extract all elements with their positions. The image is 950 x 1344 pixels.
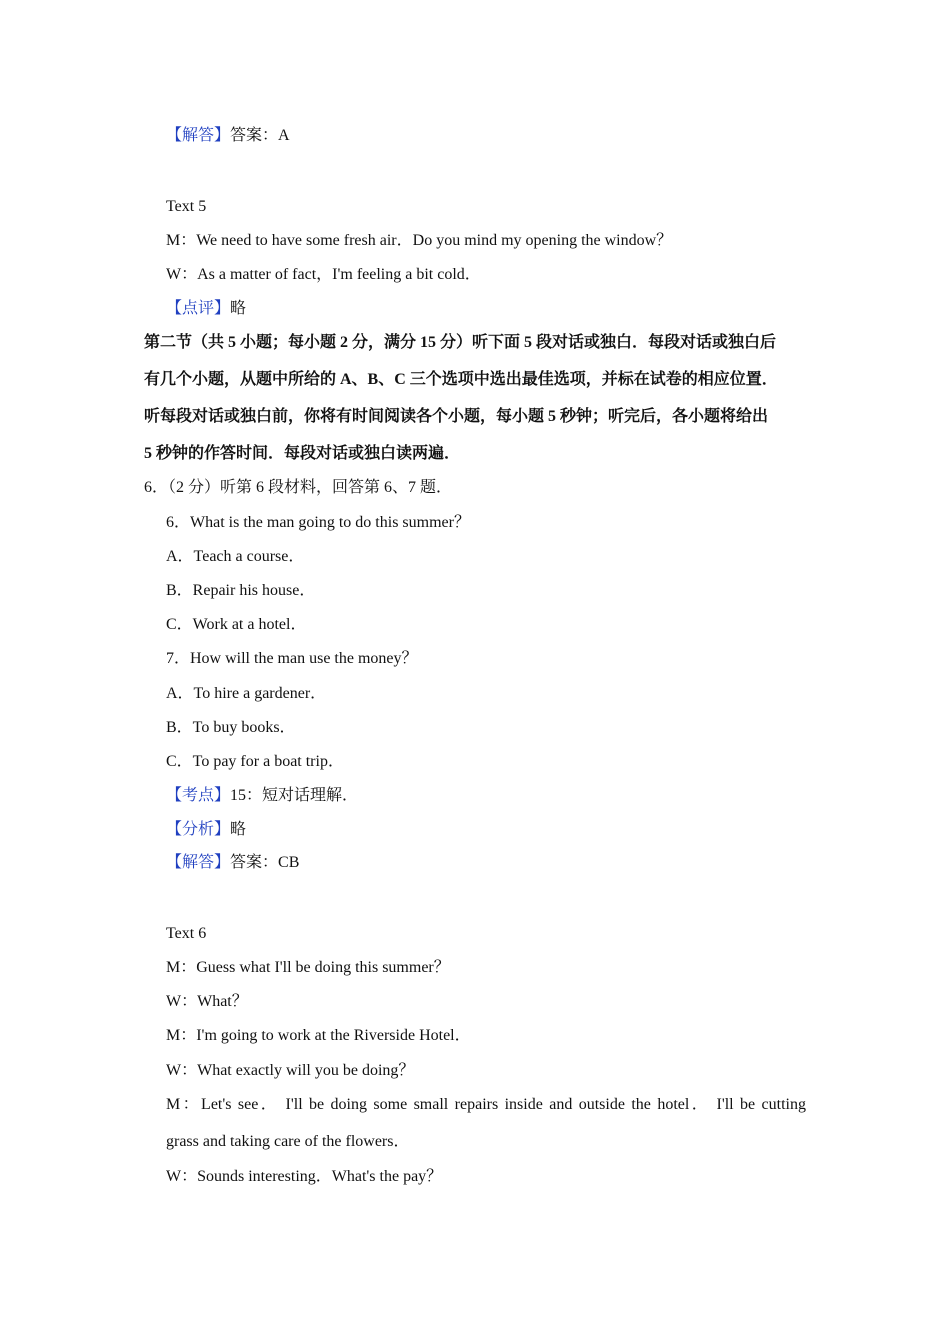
comment-line	[166, 299, 246, 319]
dialogue-line: W：What？	[166, 993, 248, 1010]
text-label: Text 5	[166, 198, 207, 215]
section-instructions: 5 秒钟的作答时间．每段对话或独白读两遍．	[144, 445, 461, 462]
comment-tag: 【点评】	[166, 300, 231, 317]
answer-text: 答案：A	[230, 127, 290, 144]
question-text: 7．How will the man use the money？	[166, 650, 418, 667]
dialogue-line: M：Guess what I'll be doing this summer？	[166, 959, 450, 976]
section-instructions: 有几个小题，从题中所给的 A、B、C 三个选项中选出最佳选项，并标在试卷的相应位置．	[144, 371, 778, 388]
section-instructions: 第二节（共 5 小题；每小题 2 分，满分 15 分）听下面 5 段对话或独白．每段对话或独白后	[144, 334, 777, 351]
text-label: Text 6	[166, 925, 207, 942]
point-text: 15：短对话理解．	[230, 787, 359, 804]
option-item: C．Work at a hotel．	[166, 616, 307, 633]
dialogue-line: W：Sounds interesting．What's the pay？	[166, 1168, 443, 1185]
option-item: C．To pay for a boat trip．	[166, 753, 344, 770]
dialogue-line: M：We need to have some fresh air．Do you mind my opening the window？	[166, 232, 673, 249]
option-item: B．Repair his house．	[166, 582, 316, 599]
answer-tag: 【解答】	[166, 127, 231, 144]
point-tag: 【考点】	[166, 787, 231, 804]
answer-tag: 【解答】	[166, 854, 231, 871]
answer-line	[166, 126, 290, 146]
dialogue-line: W：As a matter of fact，I'm feeling a bit cold．	[166, 266, 481, 283]
question-text: 6．What is the man going to do this summer？	[166, 514, 470, 531]
comment-text: 略	[230, 300, 247, 317]
dialogue-line: M：Let's see． I'll be doing some small repairs inside and outside the hotel． I'll be cutting	[166, 1096, 806, 1113]
option-item: A．Teach a course．	[166, 548, 305, 565]
analysis-text: 略	[230, 821, 247, 838]
dialogue-line: M：I'm going to work at the Riverside Hotel．	[166, 1027, 471, 1044]
answer-line	[166, 853, 299, 873]
option-item: B．To buy books．	[166, 719, 296, 736]
analysis-tag: 【分析】	[166, 821, 231, 838]
dialogue-line: W：What exactly will you be doing？	[166, 1062, 415, 1079]
dialogue-line-continued: grass and taking care of the flowers．	[166, 1133, 410, 1150]
option-item: A．To hire a gardener．	[166, 685, 327, 702]
question-header: 6．（2 分）听第 6 段材料，回答第 6、7 题．	[144, 479, 453, 496]
answer-text: 答案：CB	[230, 854, 300, 871]
analysis-line	[166, 820, 246, 840]
section-instructions: 听每段对话或独白前，你将有时间阅读各个小题，每小题 5 秒钟；听完后，各小题将给出	[144, 408, 769, 425]
point-line	[166, 786, 358, 806]
